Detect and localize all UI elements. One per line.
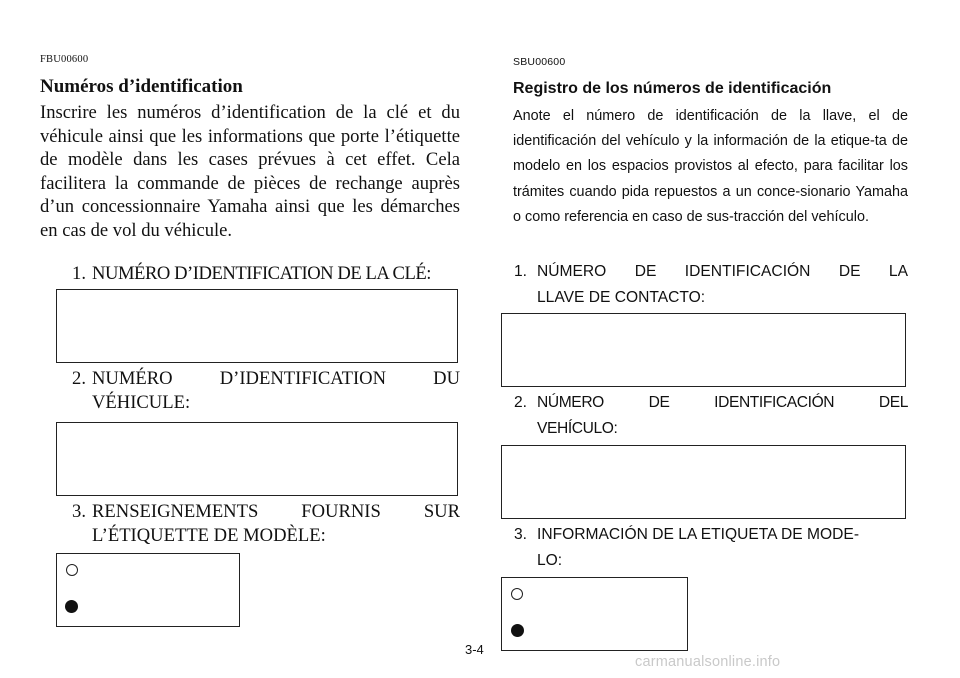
item-text: [92, 500, 460, 548]
open-circle-icon: [511, 588, 523, 600]
model-label-info-field[interactable]: [56, 553, 240, 627]
item-text: NUMÉRO D’IDENTIFICATION DE LA CLÉ:: [92, 263, 431, 284]
item-number: 1.: [513, 263, 527, 280]
section-heading: Registro de los números de identificación: [513, 80, 832, 97]
section-code: SBU00600: [513, 56, 566, 68]
filled-circle-icon: [511, 624, 524, 637]
french-column: [40, 0, 460, 678]
item-text: [537, 390, 908, 442]
item-vehicle-number-label: [513, 390, 908, 442]
watermark: carmanualsonline.info: [635, 654, 781, 670]
open-circle-icon: [66, 564, 78, 576]
item-text-line2: L’ÉTIQUETTE DE MODÈLE:: [92, 525, 326, 546]
vehicle-number-field[interactable]: [501, 445, 906, 519]
key-number-field[interactable]: [56, 289, 458, 363]
section-code: FBU00600: [40, 54, 89, 65]
item-text-line1: NÚMERO DE IDENTIFICACIÓN DE LA: [537, 263, 908, 280]
item-text-line2: LO:: [537, 552, 563, 569]
item-text-line2: VÉHICULE:: [92, 392, 191, 413]
item-text-line2: VEHÍCULO:: [537, 420, 618, 437]
item-key-number-label: [513, 259, 908, 311]
item-number: 1.: [72, 263, 86, 284]
item-text-line1: NÚMERO DE IDENTIFICACIÓN DEL: [537, 394, 908, 411]
item-model-label-info-label: [64, 500, 460, 548]
key-number-field[interactable]: [501, 313, 906, 387]
item-text: [537, 522, 908, 574]
spanish-column: [513, 0, 908, 678]
vehicle-number-field[interactable]: [56, 422, 458, 496]
item-number: 3.: [72, 501, 86, 522]
item-number: 2.: [72, 368, 86, 389]
item-text: [92, 367, 460, 415]
section-body-text: Inscrire les numéros d’identification de la clé et du véhicule ainsi que les informations que porte l’étiquette de modèle dans les cases prévues à cet effet. Cela facilitera la commande de pièces de rechange auprès d’un concessionnaire Yamaha ainsi que les démarches en cas de vol du véhicule.: [40, 102, 460, 241]
item-number: 2.: [513, 394, 527, 411]
item-text-line1: NUMÉRO D’IDENTIFICATION DU: [92, 368, 460, 389]
item-text-line2: LLAVE DE CONTACTO:: [537, 289, 706, 306]
page-number: 3-4: [465, 642, 484, 657]
item-text: [537, 259, 908, 311]
item-number: 3.: [513, 526, 527, 543]
model-label-info-field[interactable]: [501, 577, 688, 651]
item-model-label-info-label: [513, 522, 908, 574]
filled-circle-icon: [65, 600, 78, 613]
section-heading: Numéros d’identification: [40, 76, 243, 97]
item-key-number-label: [64, 262, 460, 286]
item-text-line1: RENSEIGNEMENTS FOURNIS SUR: [92, 501, 460, 522]
section-body-text: Anote el número de identificación de la llave, el de identificación del vehículo y la información de la etique-ta de modelo en los espacios provistos al efecto, para facilitar los trámites cuando pida repuestos a un conce-sionario Yamaha o como referencia en caso de sus-tracción del vehículo.: [513, 108, 908, 225]
item-vehicle-number-label: [64, 367, 460, 415]
item-text-line1: INFORMACIÓN DE LA ETIQUETA DE MODE-: [537, 526, 860, 543]
